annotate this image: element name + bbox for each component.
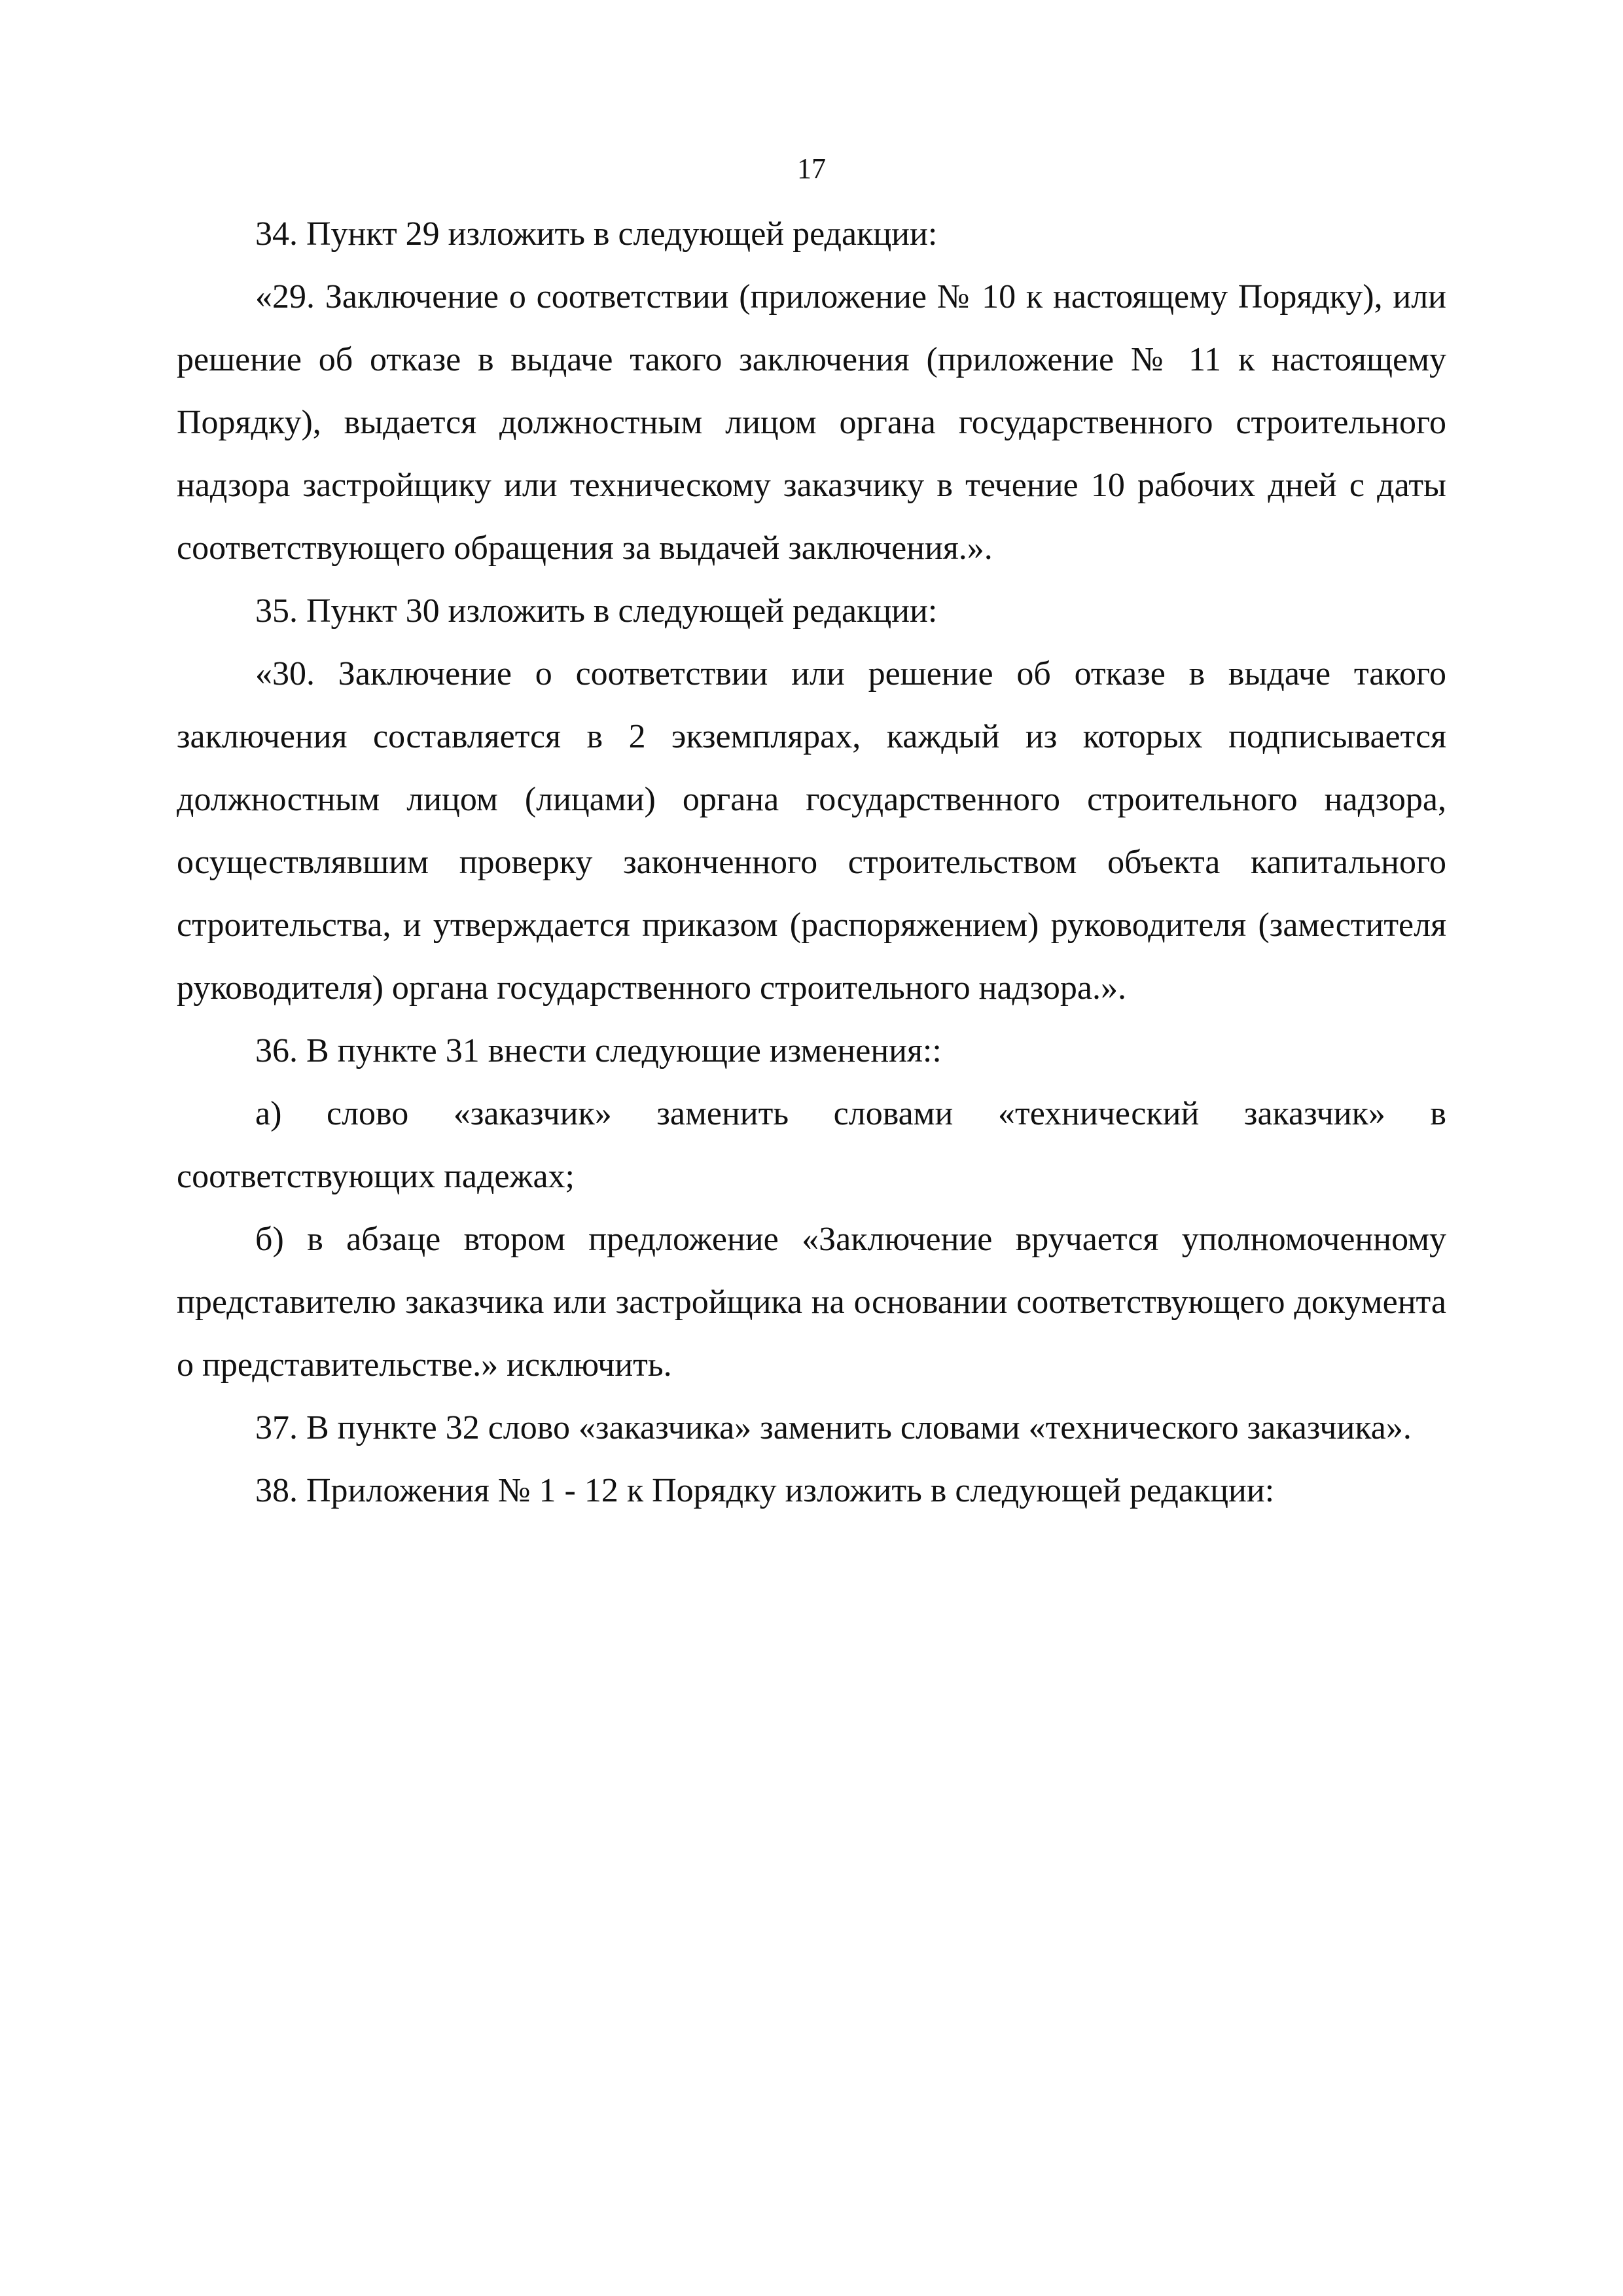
document-body [177, 203, 1446, 1522]
page-number: 17 [797, 152, 826, 185]
paragraph-item-34: 34. Пункт 29 изложить в следующей редакции: [255, 215, 938, 253]
paragraph-item-37: 37. В пункте 32 слово «заказчика» заменить словами «технического заказчика». [255, 1409, 1412, 1446]
paragraph-subitem-a: а) слово «заказчик» заменить словами «технический заказчик» в соответствующих падежах; [177, 1095, 1446, 1195]
paragraph-item-29-text: «29. Заключение о соответствии (приложение № 10 к настоящему Порядку), или решение об отказе в выдаче такого заключения (приложение № 11 к настоящему Порядку), выдается должностным лицом органа государственного строительного надзора застройщику или техническому заказчику в течение 10 рабочих дней с даты соответствующего обращения за выдачей заключения.». [177, 278, 1446, 567]
paragraph-item-35: 35. Пункт 30 изложить в следующей редакции: [255, 592, 938, 630]
paragraph-item-36: 36. В пункте 31 внести следующие изменения:: [255, 1032, 942, 1069]
paragraph-subitem-b: б) в абзаце втором предложение «Заключение вручается уполномоченному представителю заказчика или застройщика на основании соответствующего документа о представительстве.» исключить. [177, 1221, 1446, 1384]
paragraph-item-38: 38. Приложения № 1 - 12 к Порядку изложить в следующей редакции: [255, 1472, 1275, 1509]
paragraph-item-30-text: «30. Заключение о соответствии или решение об отказе в выдаче такого заключения составляется в 2 экземплярах, каждый из которых подписывается должностным лицом (лицами) органа государственного строительного надзора, осуществлявшим проверку законченного строительством объекта капитального строительства, и утверждается приказом (распоряжением) руководителя (заместителя руководителя) органа государственного строительного надзора.». [177, 655, 1446, 1007]
